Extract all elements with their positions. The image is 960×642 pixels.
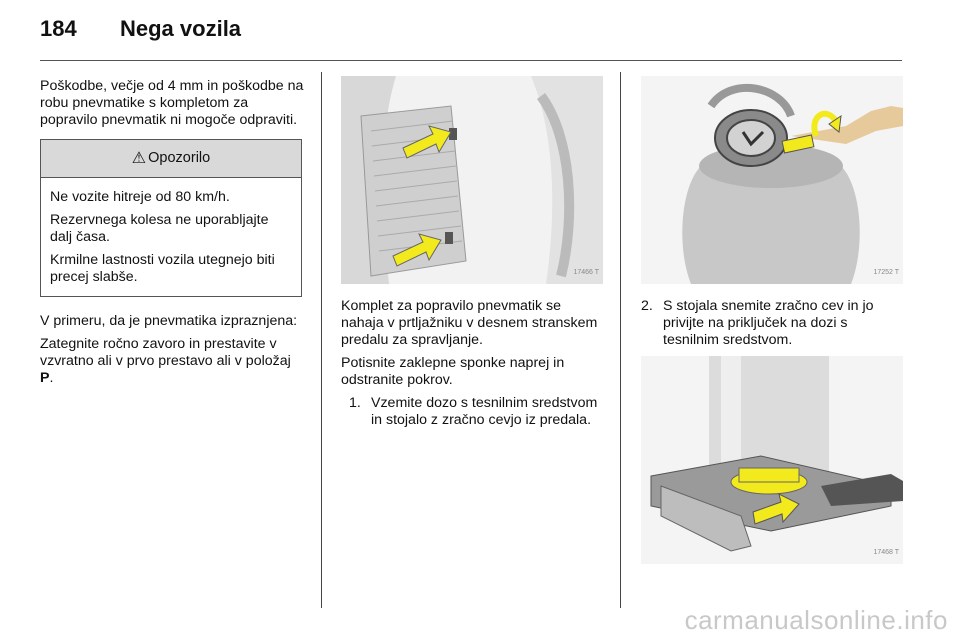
warning-line: Ne vozite hitreje od 80 km/h. (50, 189, 230, 205)
warning-line: Rezervnega kolesa ne uporabljajte dalj časa. (50, 212, 269, 245)
warning-heading: Opozorilo (148, 150, 211, 166)
warning-line: Krmilne lastnosti vozila utegnejo biti precej slabše. (50, 252, 275, 285)
deflated-intro: V primeru, da je pnevmatika izpraznjena: (40, 313, 298, 329)
step-list (641, 298, 903, 349)
remove-cover: Potisnite zaklepne sponke naprej in odstranite pokrov. (341, 355, 565, 388)
page-number: 184 (40, 16, 77, 41)
figure-id: 17466 T (573, 269, 599, 276)
step-number: 1. (349, 395, 361, 411)
column-1 (40, 78, 306, 393)
step-text: Vzemite dozo s tesnilnim sredstvom in stojalo z zračno cevjo iz predala. (371, 395, 598, 428)
figure-id: 17468 T (873, 549, 899, 556)
damage-note: Poškodbe, večje od 4 mm in poškodbe na robu pnevmatike s kompletom za popravilo pnevmatik ni mogoče odpraviti. (40, 78, 304, 128)
column-divider-1 (321, 72, 322, 608)
hose-connector-figure (641, 356, 903, 564)
warning-body (41, 178, 301, 296)
step-number: 2. (641, 298, 653, 314)
step-list (341, 395, 603, 429)
list-item (349, 395, 603, 429)
handbrake-instruction: Zategnite ročno zavoro in prestavite v vzvratno ali v prvo prestavo ali v položaj P. (40, 336, 291, 386)
watermark: carmanualsonline.info (684, 605, 948, 635)
warning-box (40, 139, 302, 297)
header-divider (40, 60, 902, 61)
page-title: Nega vozila (120, 16, 242, 41)
page-header (40, 16, 241, 46)
column-divider-2 (620, 72, 621, 608)
figure-id: 17252 T (873, 269, 899, 276)
gear-position-p: P (40, 370, 50, 386)
warning-triangle-icon: ⚠ (131, 150, 147, 167)
step-text: S stojala snemite zračno cev in jo privijte na priključek na dozi s tesnilnim sredstvom. (663, 298, 874, 348)
column-2-text (341, 298, 603, 429)
list-item (641, 298, 903, 349)
warning-header (41, 140, 301, 178)
sealant-bottle-figure (641, 76, 903, 284)
trunk-compartment-figure (341, 76, 603, 284)
kit-location: Komplet za popravilo pnevmatik se nahaja v prtljažniku v desnem stranskem predalu za spravljanje. (341, 298, 598, 348)
